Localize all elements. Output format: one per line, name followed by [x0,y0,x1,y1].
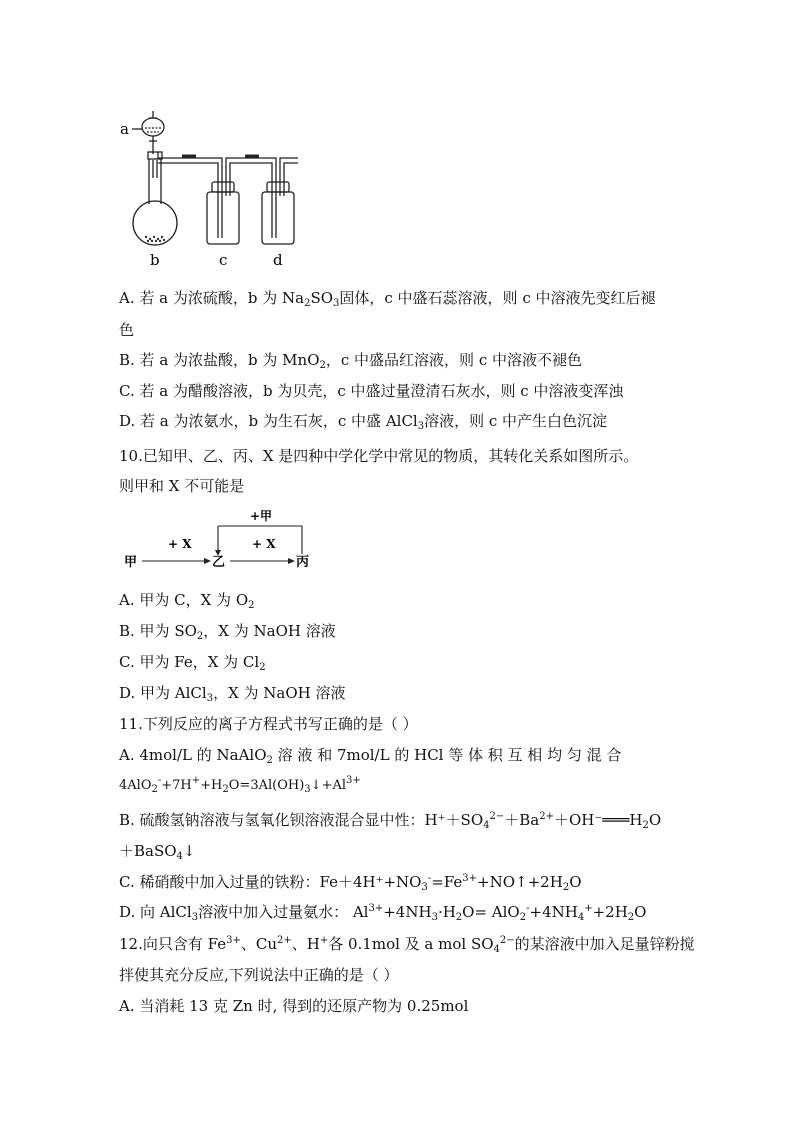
separatory-funnel [132,111,164,154]
bottle-d [262,166,294,244]
diagram-jia: 甲 [124,555,138,570]
q9-option-b: B. 若 a 为浓盐酸，b 为 MnO$_2$，c 中盛品红溶液，则 c 中溶液不褪色 [119,351,582,371]
label-d: d [273,251,283,269]
q9-option-a-line2: 色 [119,321,135,339]
q10-stem-line1: 10.已知甲、乙、丙、X 是四种中学化学中常见的物质，其转化关系如图所示。 [119,447,639,465]
label-a: a [120,120,129,138]
q10-option-a: A. 甲为 C，X 为 $O_2$ [119,591,255,611]
apparatus-figure [118,108,308,270]
q11-option-b-line1: B. 硫酸氢钠溶液与氢氧化钡溶液混合显中性：$H^++SO_4^{2-}+Ba^{2+}+OH^-═══H_2O$ [119,811,662,831]
label-b: b [150,251,160,269]
q9-option-d: D. 若 a 为浓氨水，b 为生石灰，c 中盛 AlCl$_3$溶液，则 c 中产生白色沉淀 [119,412,608,432]
q12-option-a: A. 当消耗 13 克 Zn 时, 得到的还原产物为 0.25mol [119,997,469,1015]
q9-option-c: C. 若 a 为醋酸溶液，b 为贝壳，c 中盛过量澄清石灰水，则 c 中溶液变浑浊 [119,382,624,400]
diagram-plus-x1: + X [168,537,192,551]
q12-stem-line2: 拌使其充分反应,下列说法中正确的是（ ） [119,966,399,984]
q11-option-a-line1: A. 4mol/L 的 NaAlO$_2$ 溶 液 和 7mol/L 的 HCl 等 体 积 互 相 均 匀 混 合 [119,746,622,766]
q9-option-a-line1: A. 若 a 为浓硫酸，b 为 $Na_2SO_3$固体，c 中盛石蕊溶液，则 c 中溶液先变红后褪 [119,289,656,309]
q11-option-c: C. 稀硝酸中加入过量的铁粉：$Fe+4H^++NO_3^-=Fe^{3+}+NO↑+2H_2O$ [119,873,582,893]
q10-option-d: D. 甲为 AlCl$_3$，X 为 NaOH 溶液 [119,684,346,704]
q11-option-b-line2: ＋BaSO$_4$↓ [119,842,196,862]
diagram-arrowhead2 [288,558,295,564]
diagram-plus-x2: + X [252,537,276,551]
q11-stem: 11.下列反应的离子方程式书写正确的是（ ） [119,715,418,733]
q10-stem-line2: 则甲和 X 不可能是 [119,477,245,495]
q10-option-b: B. 甲为 $SO_2$，X 为 NaOH 溶液 [119,622,336,642]
flask-b [133,152,177,245]
q11-option-d: D. 向 AlCl$_3$溶液中加入过量氨水： $Al^{3+}+4NH_3\cdot H_2O= AlO_2^-+4NH_4^++2H_2O$ [119,903,647,923]
label-c: c [219,251,228,269]
q10-option-c: C. 甲为 Fe，X 为 $Cl_2$ [119,653,266,673]
diagram-plus-jia: +甲 [250,509,273,523]
bottle-c [207,166,239,244]
q10-transformation-diagram [118,506,318,572]
diagram-arrowhead1 [204,558,211,564]
diagram-bing: 丙 [296,555,310,570]
solid-particles [145,236,165,242]
q12-stem-line1: 12.向只含有 $Fe^{3+}$、$Cu^{2+}$、H+各 0.1mol 及 a mol $SO_4^{2-}$的某溶液中加入足量锌粉搅 [119,935,695,955]
q11-option-a-line2: $4AlO_2^-+7H^++H_2O=3Al(OH)_3↓+Al^{3+}$ [119,775,361,795]
diagram-yi: 乙 [212,555,226,570]
gas-tubes [158,152,298,166]
